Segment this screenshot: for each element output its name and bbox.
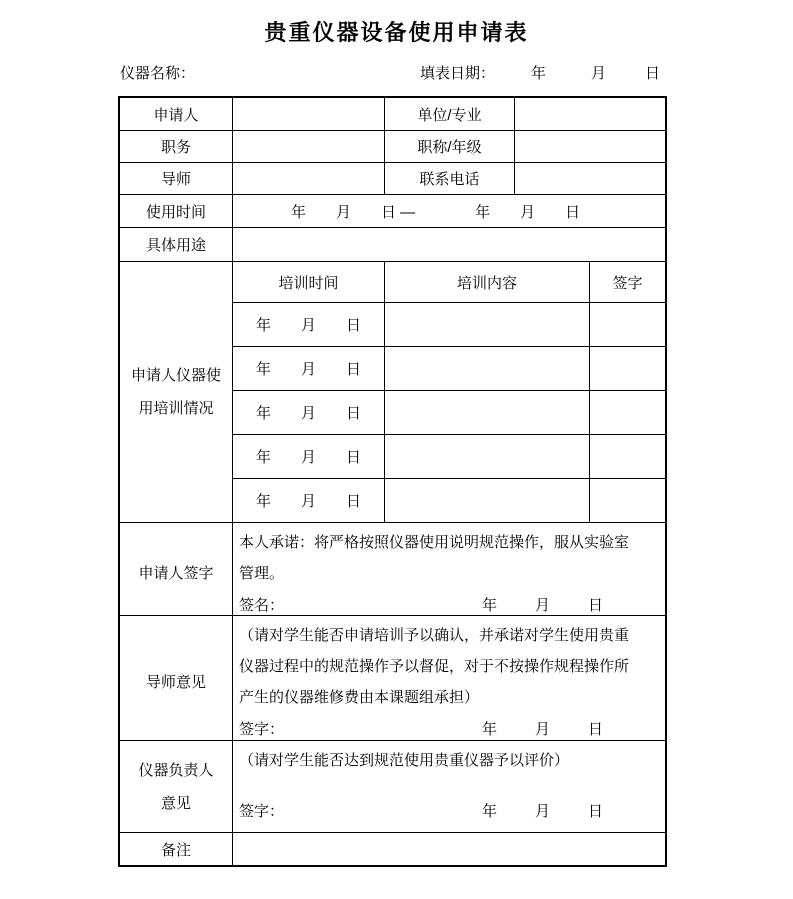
training-row-sign-cell[interactable] <box>589 478 665 522</box>
page-title: 贵重仪器设备使用申请表 <box>264 20 529 45</box>
training-row-date[interactable]: 年 月 日 <box>232 346 384 390</box>
title-grade-input-cell[interactable] <box>514 131 665 162</box>
training-row-date[interactable]: 年 月 日 <box>232 302 384 346</box>
info-row-applicant <box>120 98 665 130</box>
sign-year-label: 年 <box>481 721 497 738</box>
fill-date-year-label: 年 <box>531 65 547 82</box>
supervisor-input-cell[interactable] <box>232 163 384 194</box>
applicant-signature-section <box>120 522 665 615</box>
position-label: 职务 <box>160 139 191 156</box>
training-row-content-cell[interactable] <box>384 434 589 478</box>
training-content-header: 培训内容 <box>384 262 589 302</box>
manager-sign-row[interactable] <box>233 795 665 826</box>
supervisor-opinion-section <box>120 615 665 740</box>
training-row-content-cell[interactable] <box>384 302 589 346</box>
sign-day-label: 日 <box>587 803 603 820</box>
sign-month-label: 月 <box>534 721 550 738</box>
applicant-input-cell[interactable] <box>232 98 384 130</box>
sign-name-label: 签字： <box>239 803 285 820</box>
unit-major-label: 单位/专业 <box>384 98 514 130</box>
training-section-label: 申请人仪器使 用培训情况 <box>130 367 221 417</box>
fill-date-month-label: 月 <box>591 65 607 82</box>
supervisor-opinion-label: 导师意见 <box>145 673 206 691</box>
supervisor-sign-row[interactable] <box>233 713 665 744</box>
commitment-text: 本人承诺：将严格按照仪器使用说明规范操作，服从实验室管理。 <box>239 534 630 582</box>
title-grade-label: 职称/年级 <box>384 131 514 162</box>
sign-month-label: 月 <box>534 597 550 614</box>
remark-input-cell[interactable] <box>232 833 665 865</box>
training-row-content-cell[interactable] <box>384 346 589 390</box>
sign-name-label: 签字： <box>239 721 285 738</box>
training-row-sign-cell[interactable] <box>589 434 665 478</box>
info-row-supervisor <box>120 162 665 194</box>
training-row-content-cell[interactable] <box>384 390 589 434</box>
purpose-row <box>120 227 665 261</box>
phone-input-cell[interactable] <box>514 163 665 194</box>
training-sign-header: 签字 <box>589 262 665 302</box>
sign-date-group <box>482 718 603 739</box>
applicant-signature-cell <box>232 523 665 622</box>
sign-date-group <box>482 594 603 615</box>
training-time-header: 培训时间 <box>232 262 384 302</box>
sign-year-label: 年 <box>481 803 497 820</box>
sign-date-group <box>482 800 603 821</box>
manager-opinion-cell[interactable] <box>232 741 665 832</box>
phone-label: 联系电话 <box>384 163 514 194</box>
remark-label: 备注 <box>160 841 191 859</box>
purpose-label: 具体用途 <box>145 237 206 254</box>
position-input-cell[interactable] <box>232 131 384 162</box>
usage-time-input-cell[interactable]: 年 月 日 — 年 月 日 <box>232 195 665 227</box>
sign-day-label: 日 <box>587 597 603 614</box>
training-row-date[interactable]: 年 月 日 <box>232 390 384 434</box>
sign-day-label: 日 <box>587 721 603 738</box>
training-section <box>120 261 665 522</box>
purpose-input-cell[interactable] <box>232 228 665 261</box>
manager-opinion-section <box>120 740 665 832</box>
fill-date-day-label: 日 <box>645 65 661 82</box>
sign-month-label: 月 <box>534 803 550 820</box>
header-line <box>120 62 668 84</box>
usage-time-row <box>120 194 665 227</box>
applicant-label: 申请人 <box>153 106 199 124</box>
instrument-name-label: 仪器名称： <box>120 65 196 82</box>
training-row-content-cell[interactable] <box>384 478 589 522</box>
remark-row <box>120 832 665 865</box>
application-form-table <box>118 96 667 867</box>
supervisor-opinion-cell[interactable] <box>232 616 665 746</box>
training-row-date[interactable]: 年 月 日 <box>232 434 384 478</box>
training-row-sign-cell[interactable] <box>589 346 665 390</box>
usage-time-label: 使用时间 <box>145 203 206 221</box>
sign-year-label: 年 <box>481 597 497 614</box>
info-row-position <box>120 130 665 162</box>
fill-date-group <box>420 62 660 83</box>
manager-note: （请对学生能否达到规范使用贵重仪器予以评价） <box>239 752 570 769</box>
supervisor-label: 导师 <box>160 171 191 188</box>
manager-opinion-label: 仪器负责人 意见 <box>138 761 214 812</box>
fill-date-label: 填表日期： <box>420 65 496 82</box>
training-row-date[interactable]: 年 月 日 <box>232 478 384 522</box>
sign-name-label: 签名： <box>239 597 285 614</box>
supervisor-note: （请对学生能否申请培训予以确认，并承诺对学生使用贵重仪器过程中的规范操作予以督促，对于不按操作规程操作所产生的仪器维修费由本课题组承担） <box>239 627 630 706</box>
training-row-sign-cell[interactable] <box>589 302 665 346</box>
applicant-signature-label: 申请人签字 <box>138 565 214 582</box>
training-row-sign-cell[interactable] <box>589 390 665 434</box>
unit-major-input-cell[interactable] <box>514 98 665 130</box>
